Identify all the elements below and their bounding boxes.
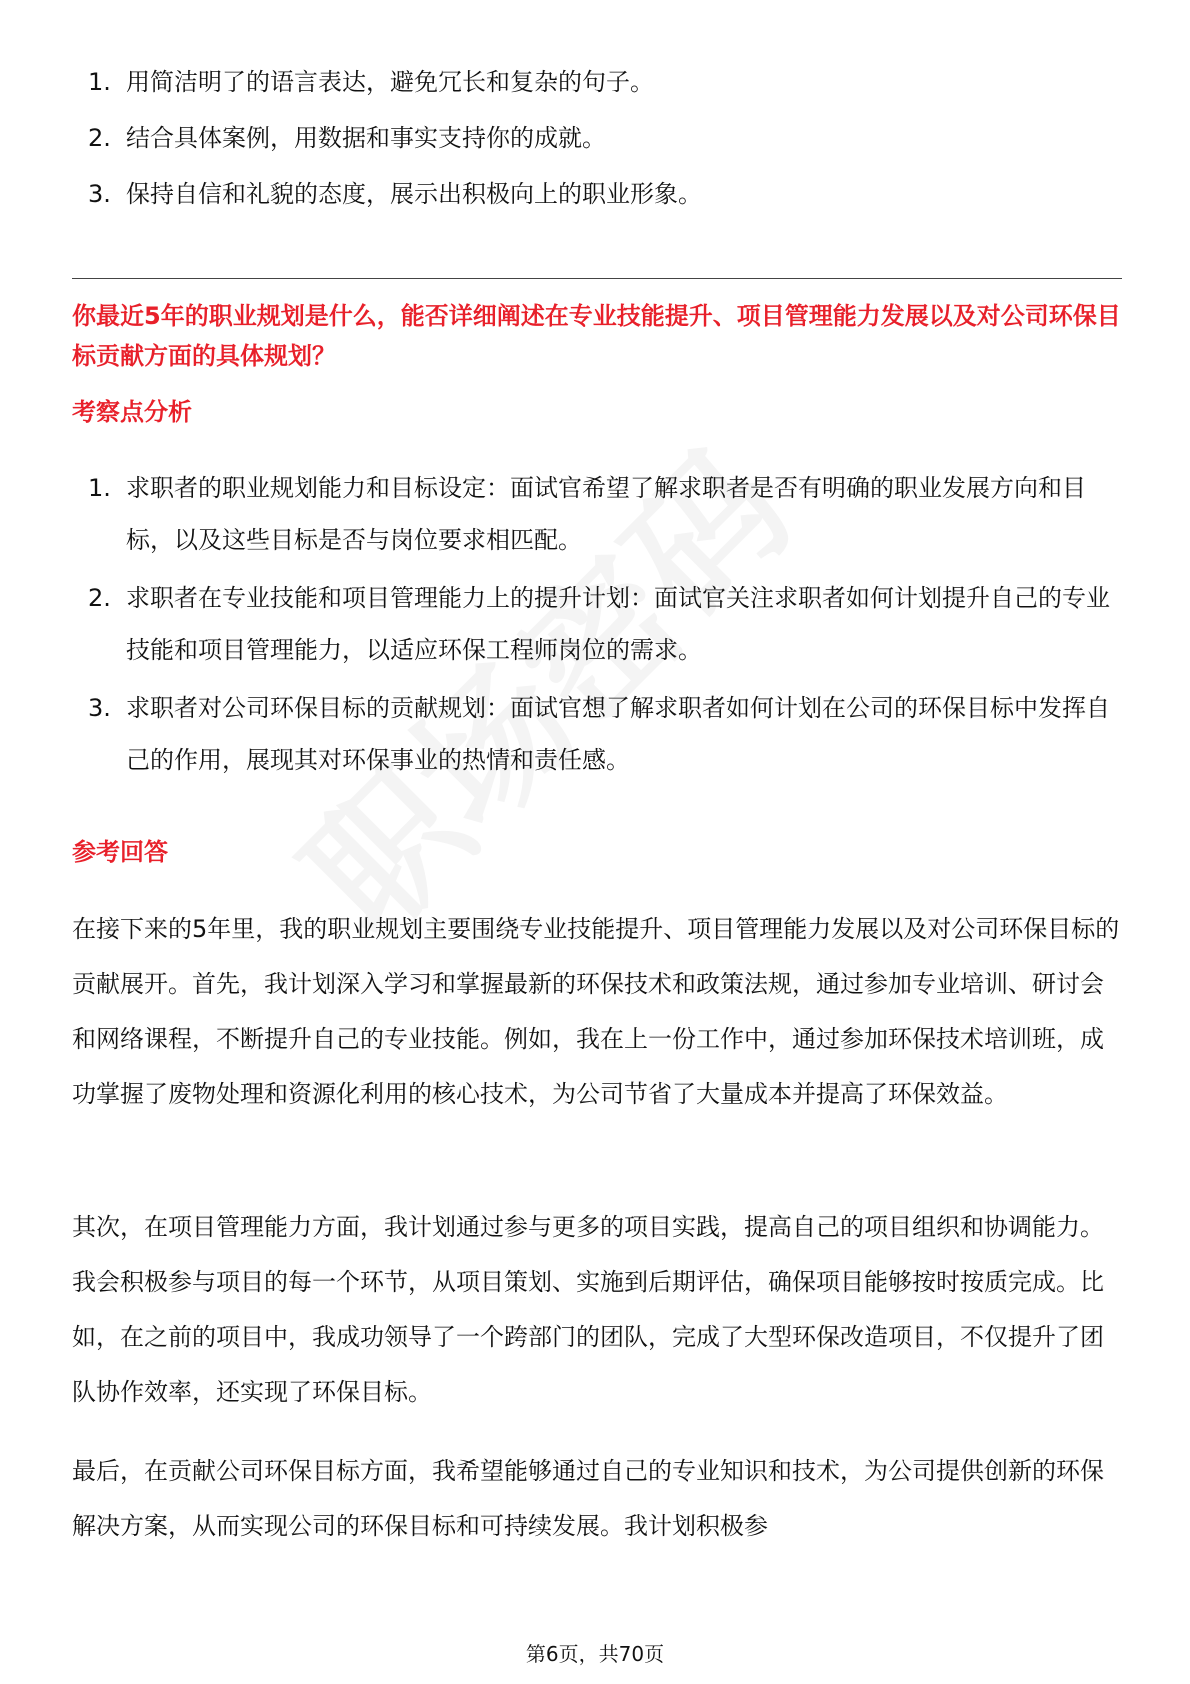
list-text: 结合具体案例，用数据和事实支持你的成就。: [126, 124, 606, 152]
list-number: 1.: [88, 68, 111, 96]
page-footer: 第6页，共70页: [525, 1642, 665, 1666]
list-item: [72, 112, 1122, 164]
list-number: 3.: [88, 694, 111, 722]
answer-paragraph: 在接下来的5年里，我的职业规划主要围绕专业技能提升、项目管理能力发展以及对公司环保目标的贡献展开。首先，我计划深入学习和掌握最新的环保技术和政策法规，通过参加专业培训、研讨会和网络课程，不断提升自己的专业技能。例如，我在上一份工作中，通过参加环保技术培训班，成功掌握了废物处理和资源化利用的核心技术，为公司节省了大量成本并提高了环保效益。: [72, 915, 1120, 1108]
list-number: 2.: [88, 584, 111, 612]
list-number: 2.: [88, 124, 111, 152]
list-text: 用简洁明了的语言表达，避免冗长和复杂的句子。: [126, 68, 654, 96]
list-text: 求职者在专业技能和项目管理能力上的提升计划：面试官关注求职者如何计划提升自己的专业技能和项目管理能力，以适应环保工程师岗位的需求。: [126, 584, 1110, 664]
list-item: [72, 462, 1122, 566]
list-text: 求职者的职业规划能力和目标设定：面试官希望了解求职者是否有明确的职业发展方向和目标，以及这些目标是否与岗位要求相匹配。: [126, 474, 1086, 554]
answer-paragraph: 最后，在贡献公司环保目标方面，我希望能够通过自己的专业知识和技术，为公司提供创新的环保解决方案，从而实现公司的环保目标和可持续发展。我计划积极参: [72, 1457, 1104, 1540]
list-text: 保持自信和礼貌的态度，展示出积极向上的职业形象。: [126, 180, 702, 208]
list-number: 1.: [88, 474, 111, 502]
analysis-heading: 考察点分析: [72, 398, 192, 426]
answer-paragraph: 其次，在项目管理能力方面，我计划通过参与更多的项目实践，提高自己的项目组织和协调能力。我会积极参与项目的每一个环节，从项目策划、实施到后期评估，确保项目能够按时按质完成。比如，在之前的项目中，我成功领导了一个跨部门的团队，完成了大型环保改造项目，不仅提升了团队协作效率，还实现了环保目标。: [72, 1213, 1104, 1406]
list-item: [72, 56, 1122, 108]
answer-heading: 参考回答: [72, 838, 168, 866]
question-heading: 你最近5年的职业规划是什么，能否详细阐述在专业技能提升、项目管理能力发展以及对公司环保目标贡献方面的具体规划？: [72, 302, 1121, 370]
tips-list: [72, 56, 1122, 224]
list-item: [72, 572, 1122, 676]
list-item: [72, 168, 1122, 220]
analysis-list: [72, 462, 1122, 792]
section-divider: [72, 278, 1122, 279]
list-item: [72, 682, 1122, 786]
list-text: 求职者对公司环保目标的贡献规划：面试官想了解求职者如何计划在公司的环保目标中发挥自己的作用，展现其对环保事业的热情和责任感。: [126, 694, 1110, 774]
list-number: 3.: [88, 180, 111, 208]
document-page: [72, 0, 1122, 1684]
